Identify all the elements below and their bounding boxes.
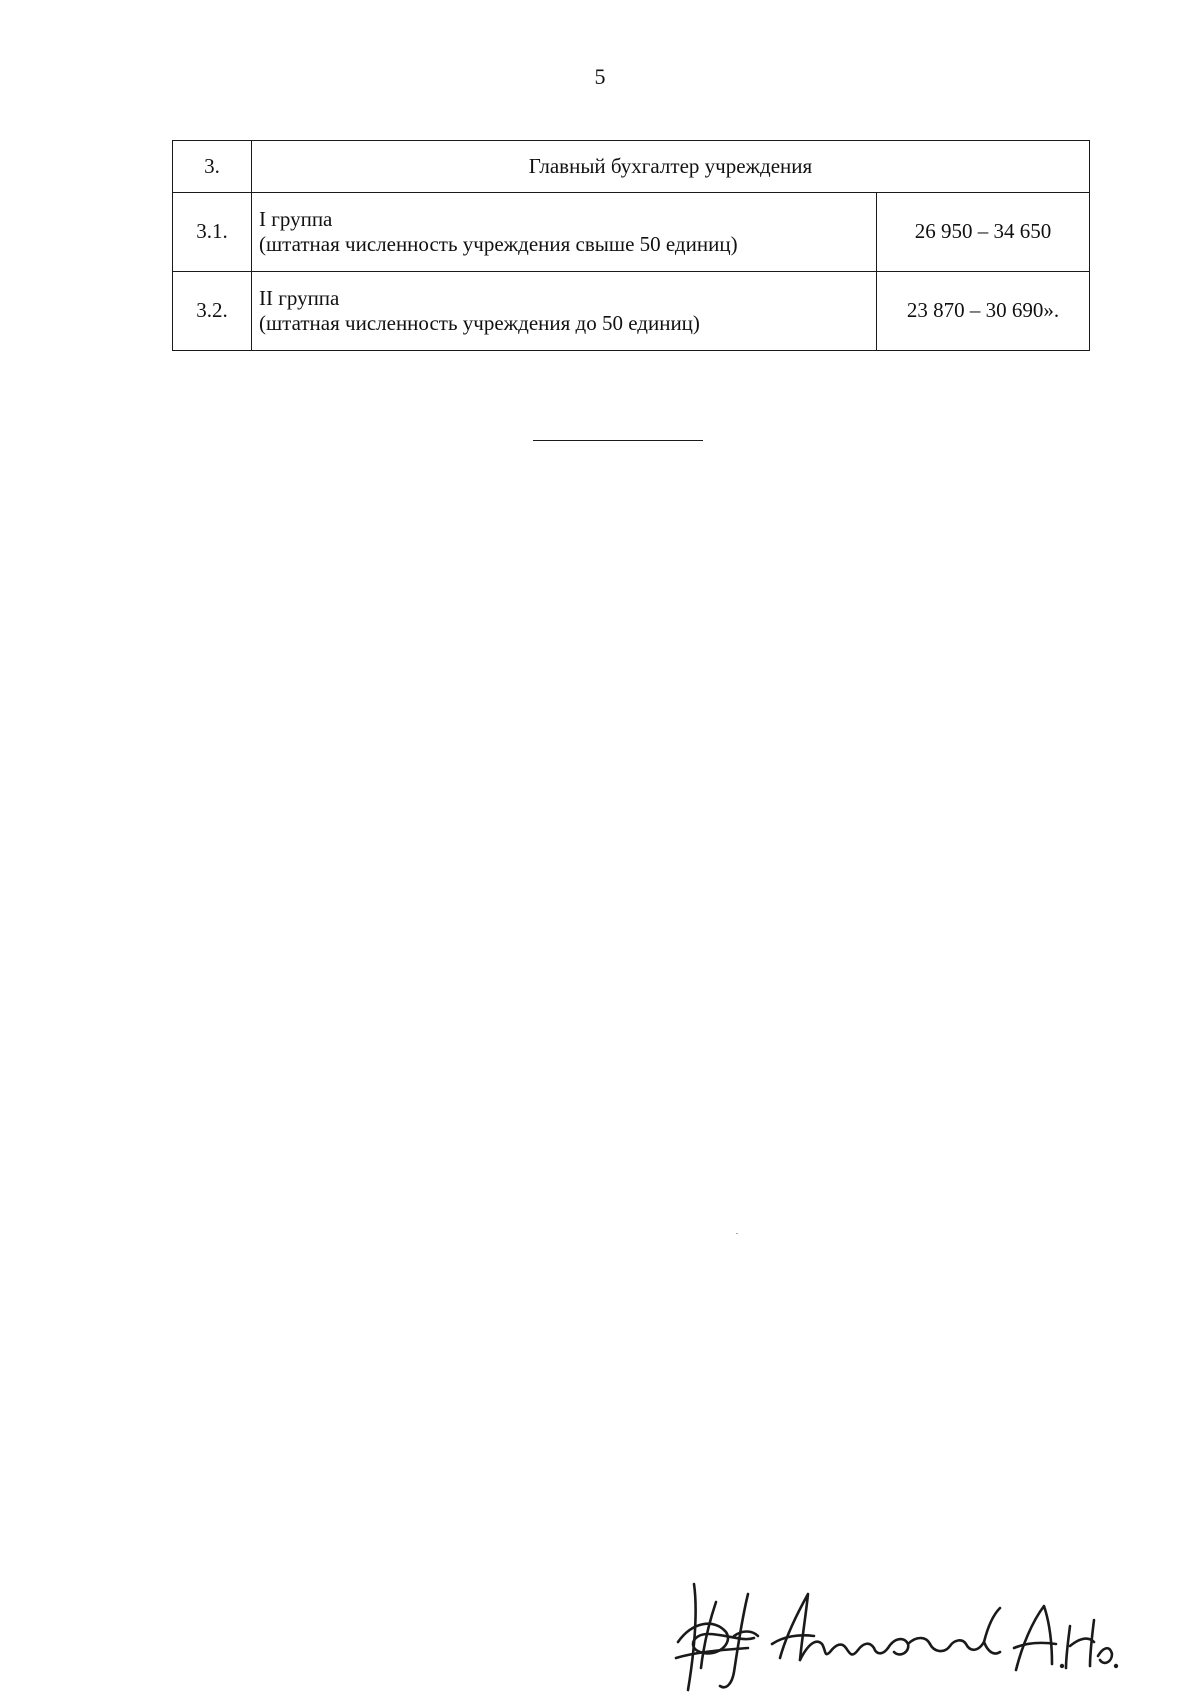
table-row — [173, 193, 1090, 272]
table-row — [173, 272, 1090, 351]
row-number: 3.2. — [173, 272, 252, 351]
salary-range: 26 950 – 34 650 — [877, 193, 1090, 272]
page-number: 5 — [594, 64, 606, 89]
group-note: (штатная численность учреждения до 50 единиц) — [259, 311, 700, 335]
salary-table — [172, 140, 1090, 351]
salary-range: 23 870 – 30 690». — [877, 272, 1090, 351]
section-title: Главный бухгалтер учреждения — [252, 141, 1090, 193]
scan-speck — [736, 1233, 738, 1234]
row-description — [252, 193, 877, 272]
row-number: 3.1. — [173, 193, 252, 272]
end-of-document-rule — [533, 440, 703, 441]
table-section-row — [173, 141, 1090, 193]
group-label: I группа — [259, 206, 333, 231]
handwritten-signature — [668, 1572, 1128, 1696]
group-label: II группа — [259, 285, 340, 310]
row-description — [252, 272, 877, 351]
signature-strokes — [676, 1584, 1118, 1690]
group-note: (штатная численность учреждения свыше 50 единиц) — [259, 232, 738, 256]
section-number: 3. — [173, 141, 252, 193]
